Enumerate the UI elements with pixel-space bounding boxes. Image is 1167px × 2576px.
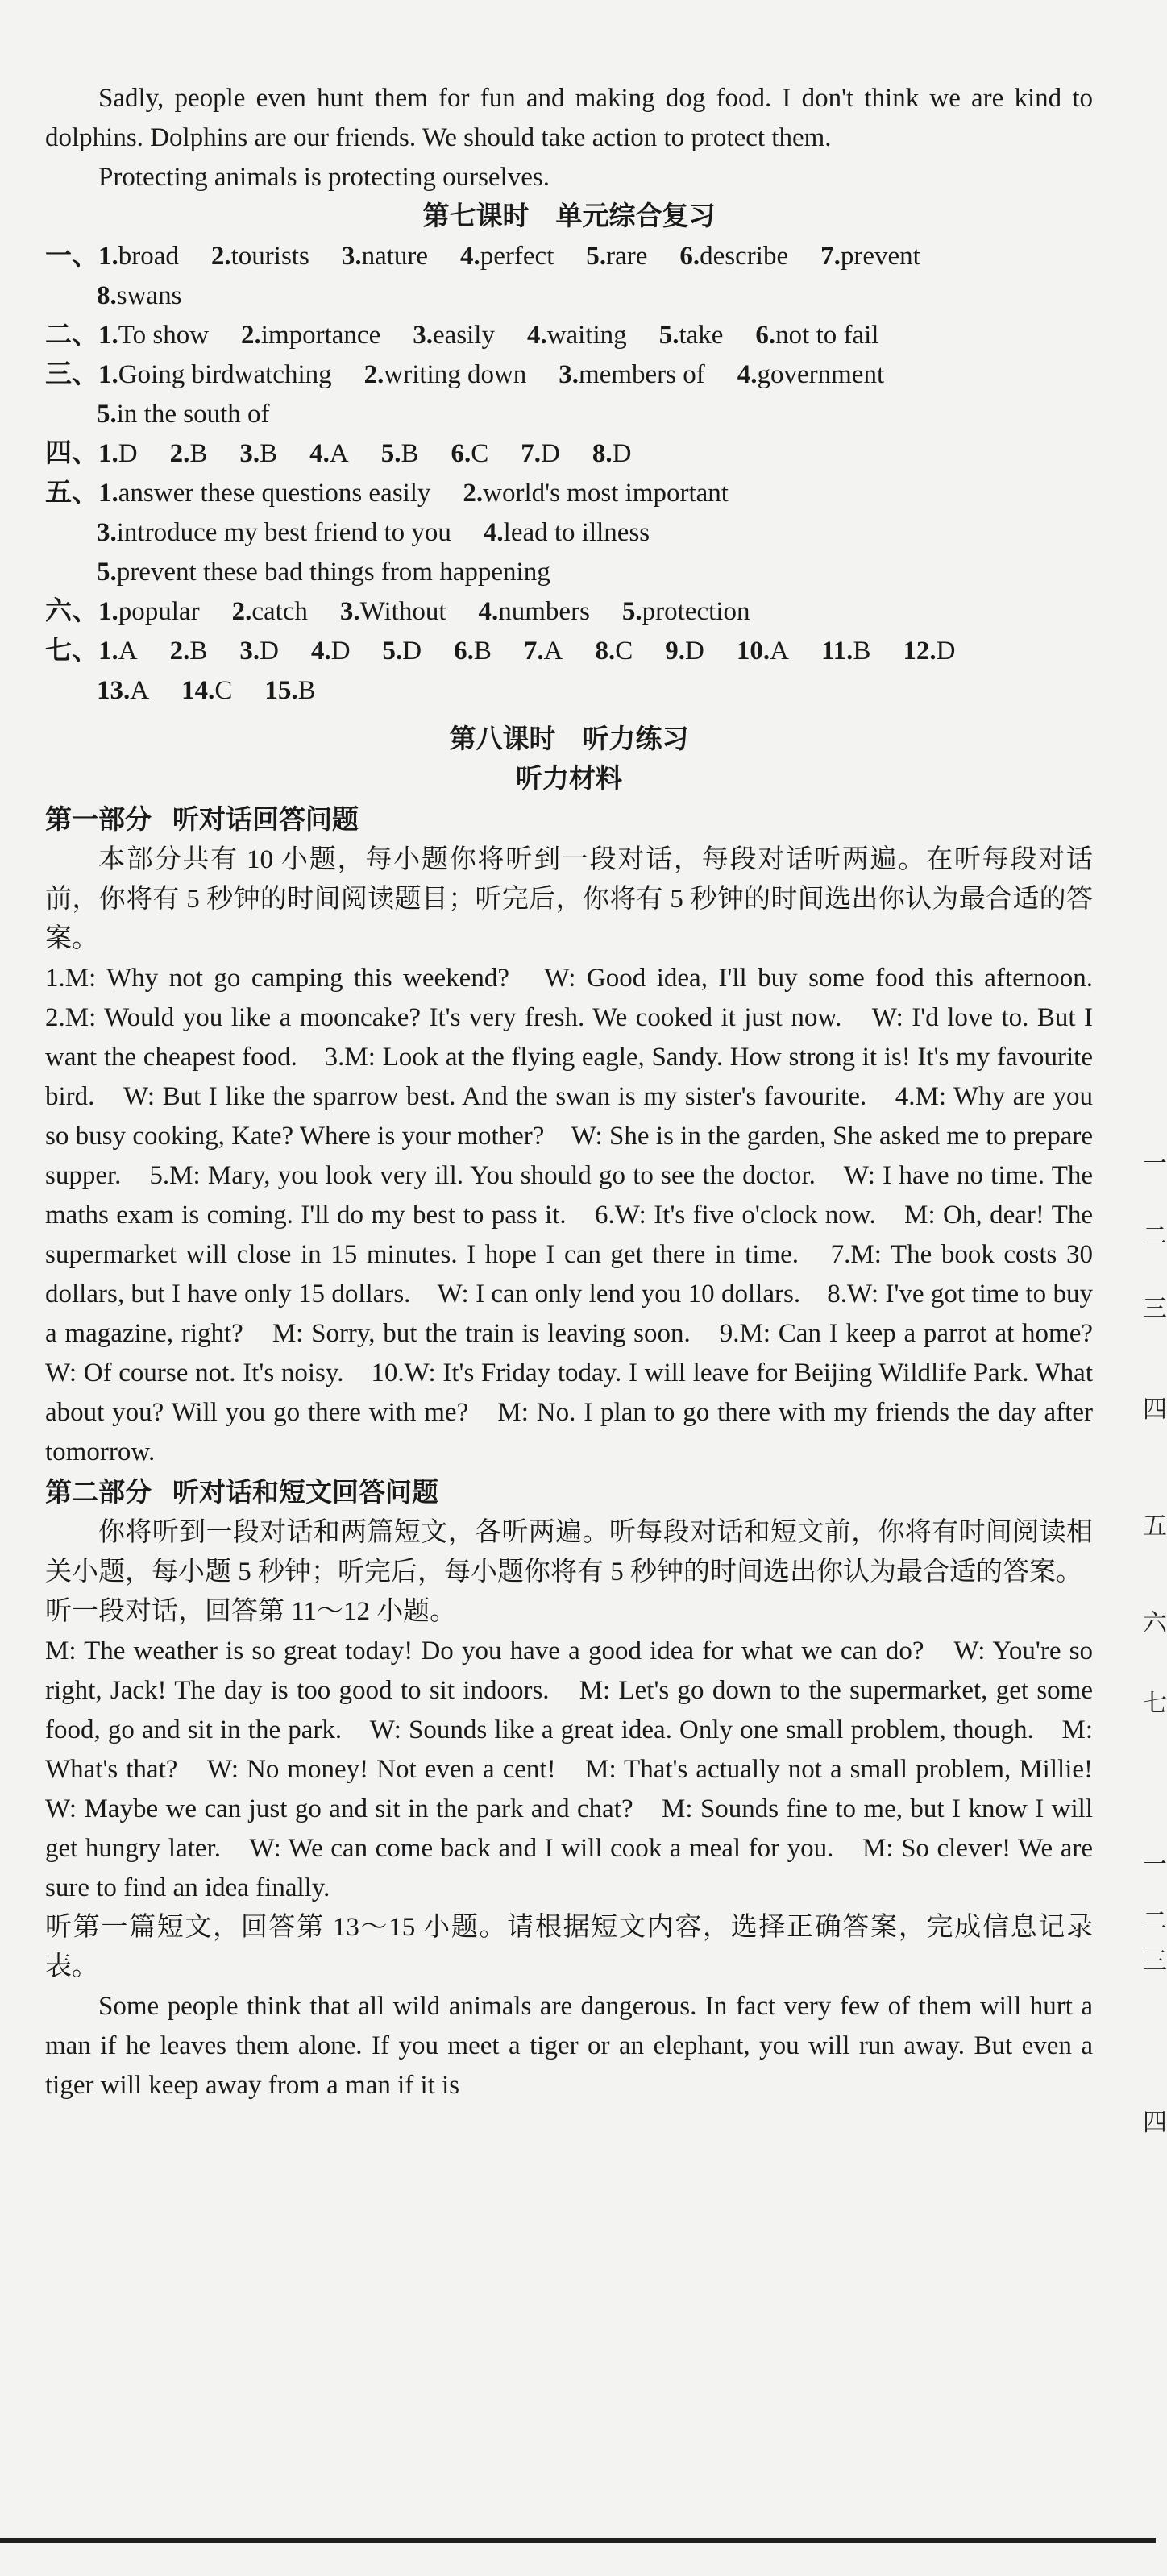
answer-item: 1.answer these questions easily — [98, 479, 431, 508]
answer-item: 8.C — [595, 637, 633, 666]
answer-row — [45, 474, 1093, 513]
lesson8-title: 第八课时 听力练习 — [449, 725, 689, 754]
answer-item: 3.D — [239, 637, 279, 666]
answer-item: 6.C — [451, 439, 489, 468]
edge-mark: 六 — [1143, 1610, 1167, 1636]
section-label: 二、 — [45, 321, 98, 350]
answer-row — [45, 632, 1093, 671]
bottom-rule — [0, 2538, 1156, 2543]
answer-page — [45, 79, 1119, 2105]
answer-item: 12.D — [903, 637, 956, 666]
dialogue-intro: 听一段对话，回答第 11～12 小题。 — [45, 1597, 457, 1626]
answer-item: 5.protection — [621, 597, 750, 626]
edge-mark: 一 — [1143, 1852, 1167, 1878]
answer-item: 4.lead to illness — [483, 518, 650, 547]
answer-item: 2.catch — [231, 597, 308, 626]
answer-row — [45, 513, 1093, 553]
answer-item: 2.tourists — [210, 242, 309, 271]
edge-mark: 三 — [1143, 1296, 1167, 1322]
answer-item: 4.perfect — [460, 242, 554, 271]
part2-instructions: 你将听到一段对话和两篇短文，各听两遍。听每段对话和短文前，你将有时间阅读相关小题，每小题 5 秒钟；听完后，每小题你将有 5 秒钟的时间选出你认为最合适的答案。 — [45, 1518, 1093, 1587]
part1-instructions: 本部分共有 10 小题，每小题你将听到一段对话，每段对话听两遍。在听每段对话前，你将有 5 秒钟的时间阅读题目；听完后，你将有 5 秒钟的时间选出你认为最合适的答案。 — [45, 845, 1093, 953]
edge-mark: 四 — [1143, 1396, 1167, 1423]
answer-item: 2.B — [169, 439, 208, 468]
answer-row — [45, 592, 1093, 632]
answer-item: 1.Going birdwatching — [98, 360, 332, 389]
answer-row — [45, 276, 1093, 316]
answer-item: 7.A — [523, 637, 563, 666]
edge-mark: 二 — [1143, 1223, 1167, 1250]
edge-mark: 七 — [1143, 1690, 1167, 1717]
answer-row — [45, 316, 1093, 355]
answer-item: 2.world's most important — [463, 479, 729, 508]
passage1-intro: 听第一篇短文，回答第 13～15 小题。请根据短文内容，选择正确答案，完成信息记录表。 — [45, 1913, 1093, 1981]
answer-row — [45, 355, 1093, 395]
answer-item: 3.introduce my best friend to you — [97, 518, 451, 547]
answer-item: 4.waiting — [526, 321, 627, 350]
passage1-text: Some people think that all wild animals are dangerous. In fact very few of them will hurt a man if he leaves them alone. If you meet a tiger or an elephant, you will run away. But even a tiger will keep away from a man if it is — [45, 1992, 1093, 2100]
dialogue-transcript: M: The weather is so great today! Do you have a good idea for what we can do? W: You're so right, Jack! The day is too good to sit indoors. M: Let's go down to the supermarket, get some food, go and sit in the park. W: Sounds like a great idea. Only one small problem, though. M: What's that? W: No money! Not even a cent! M: That's actually not a small problem, Millie! W: Maybe we can just go and sit in the park and chat? M: Sounds fine to me, but I know I will get hungry later. W: We can come back and I will cook a meal for you. M: So clever! We are sure to find an idea finally. — [45, 1636, 1119, 1902]
answer-item: 7.prevent — [820, 242, 920, 271]
section-label: 四、 — [45, 439, 98, 468]
lesson8-subtitle: 听力材料 — [516, 765, 622, 794]
answer-item: 4.A — [309, 439, 349, 468]
answer-item: 1.broad — [98, 242, 179, 271]
section-label: 七、 — [45, 637, 98, 666]
answer-item: 10.A — [736, 637, 789, 666]
answer-item: 2.writing down — [363, 360, 527, 389]
answer-row — [45, 434, 1093, 474]
answer-item: 15.B — [264, 676, 316, 705]
answer-item: 8.swans — [97, 281, 182, 310]
lesson7-answers — [45, 237, 1093, 711]
answer-item: 6.describe — [679, 242, 789, 271]
answer-item: 5.D — [382, 637, 422, 666]
answer-item: 11.B — [820, 637, 871, 666]
part2-heading — [45, 1474, 1093, 1513]
answer-item: 3.Without — [339, 597, 446, 626]
answer-item: 8.D — [592, 439, 632, 468]
edge-mark: 五 — [1143, 1513, 1167, 1540]
answer-item: 1.D — [98, 439, 138, 468]
part1-transcript: 1.M: Why not go camping this weekend? W: Good idea, I'll buy some food this afternoon. 2.M: Would you like a mooncake? It's very fresh. We cooked it just now. W: I'd love to. But I want the cheapest food. 3.M: Look at the flying eagle, Sandy. How strong it is! It's my favourite bird. W: But I like the sparrow best. And the swan is my sister's favourite. 4.M: Why are you so busy cooking, Kate? Where is your mother? W: She is in the garden, She asked me to prepare supper. 5.M: Mary, you look very ill. You should go to see the doctor. W: I have no time. The maths exam is coming. I'll do my best to pass it. 6.W: It's five o'clock now. M: Oh, dear! The supermarket will close in 15 minutes. I hope I can get there in time. 7.M: The book costs 30 dollars, but I have only 15 dollars. W: I can only lend you 10 dollars. 8.W: I've got time to buy a magazine, right? M: Sorry, but the train is leaving soon. 9.M: Can I keep a parrot at home? W: Of course not. It's noisy. 10.W: It's Friday today. I will leave for Beijing Wildlife Park. What about you? Will you go there with me? M: No. I plan to go there with my friends the day after tomorrow. — [45, 964, 1119, 1466]
answer-item: 5.B — [380, 439, 419, 468]
answer-item: 2.importance — [241, 321, 381, 350]
section-label: 一、 — [45, 242, 98, 271]
answer-item: 3.members of — [559, 360, 705, 389]
answer-item: 6.B — [454, 637, 492, 666]
answer-item: 13.A — [97, 676, 150, 705]
answer-item: 14.C — [181, 676, 233, 705]
edge-mark: 三 — [1143, 1948, 1167, 1975]
part2-heading-num: 第二部分 — [45, 1479, 152, 1508]
part1-heading-text: 听对话回答问题 — [172, 806, 359, 835]
part2-heading-text: 听对话和短文回答问题 — [172, 1479, 438, 1508]
answer-item: 3.nature — [341, 242, 429, 271]
answer-item: 1.A — [98, 637, 138, 666]
answer-row — [45, 671, 1093, 711]
edge-mark: 一 — [1143, 1151, 1167, 1177]
answer-item: 7.D — [521, 439, 560, 468]
part1-heading — [45, 801, 1093, 840]
answer-item: 4.government — [737, 360, 885, 389]
lesson7-title: 第七课时 单元综合复习 — [422, 202, 716, 231]
answer-item: 5.in the south of — [97, 400, 270, 429]
answer-item: 1.popular — [98, 597, 200, 626]
answer-item: 4.numbers — [478, 597, 590, 626]
answer-item: 3.easily — [413, 321, 495, 350]
answer-row — [45, 237, 1093, 276]
section-label: 六、 — [45, 597, 98, 626]
section-label: 三、 — [45, 360, 98, 389]
answer-item: 3.B — [239, 439, 278, 468]
answer-row — [45, 395, 1093, 434]
intro-paragraph: Sadly, people even hunt them for fun and making dog food. I don't think we are kind to dolphins. Dolphins are our friends. We should take action to protect them. — [45, 84, 1093, 152]
edge-mark: 二 — [1143, 1908, 1167, 1935]
edge-mark: 四 — [1143, 2109, 1167, 2136]
answer-item: 5.prevent these bad things from happening — [97, 558, 550, 587]
answer-item: 9.D — [665, 637, 704, 666]
answer-item: 2.B — [169, 637, 208, 666]
answer-item: 6.not to fail — [755, 321, 879, 350]
part1-heading-num: 第一部分 — [45, 806, 152, 835]
answer-item: 5.take — [658, 321, 724, 350]
intro-closing: Protecting animals is protecting ourselves. — [98, 163, 550, 192]
answer-row — [45, 553, 1093, 592]
section-label: 五、 — [45, 479, 98, 508]
answer-item: 4.D — [310, 637, 351, 666]
answer-item: 1.To show — [98, 321, 210, 350]
answer-item: 5.rare — [586, 242, 648, 271]
